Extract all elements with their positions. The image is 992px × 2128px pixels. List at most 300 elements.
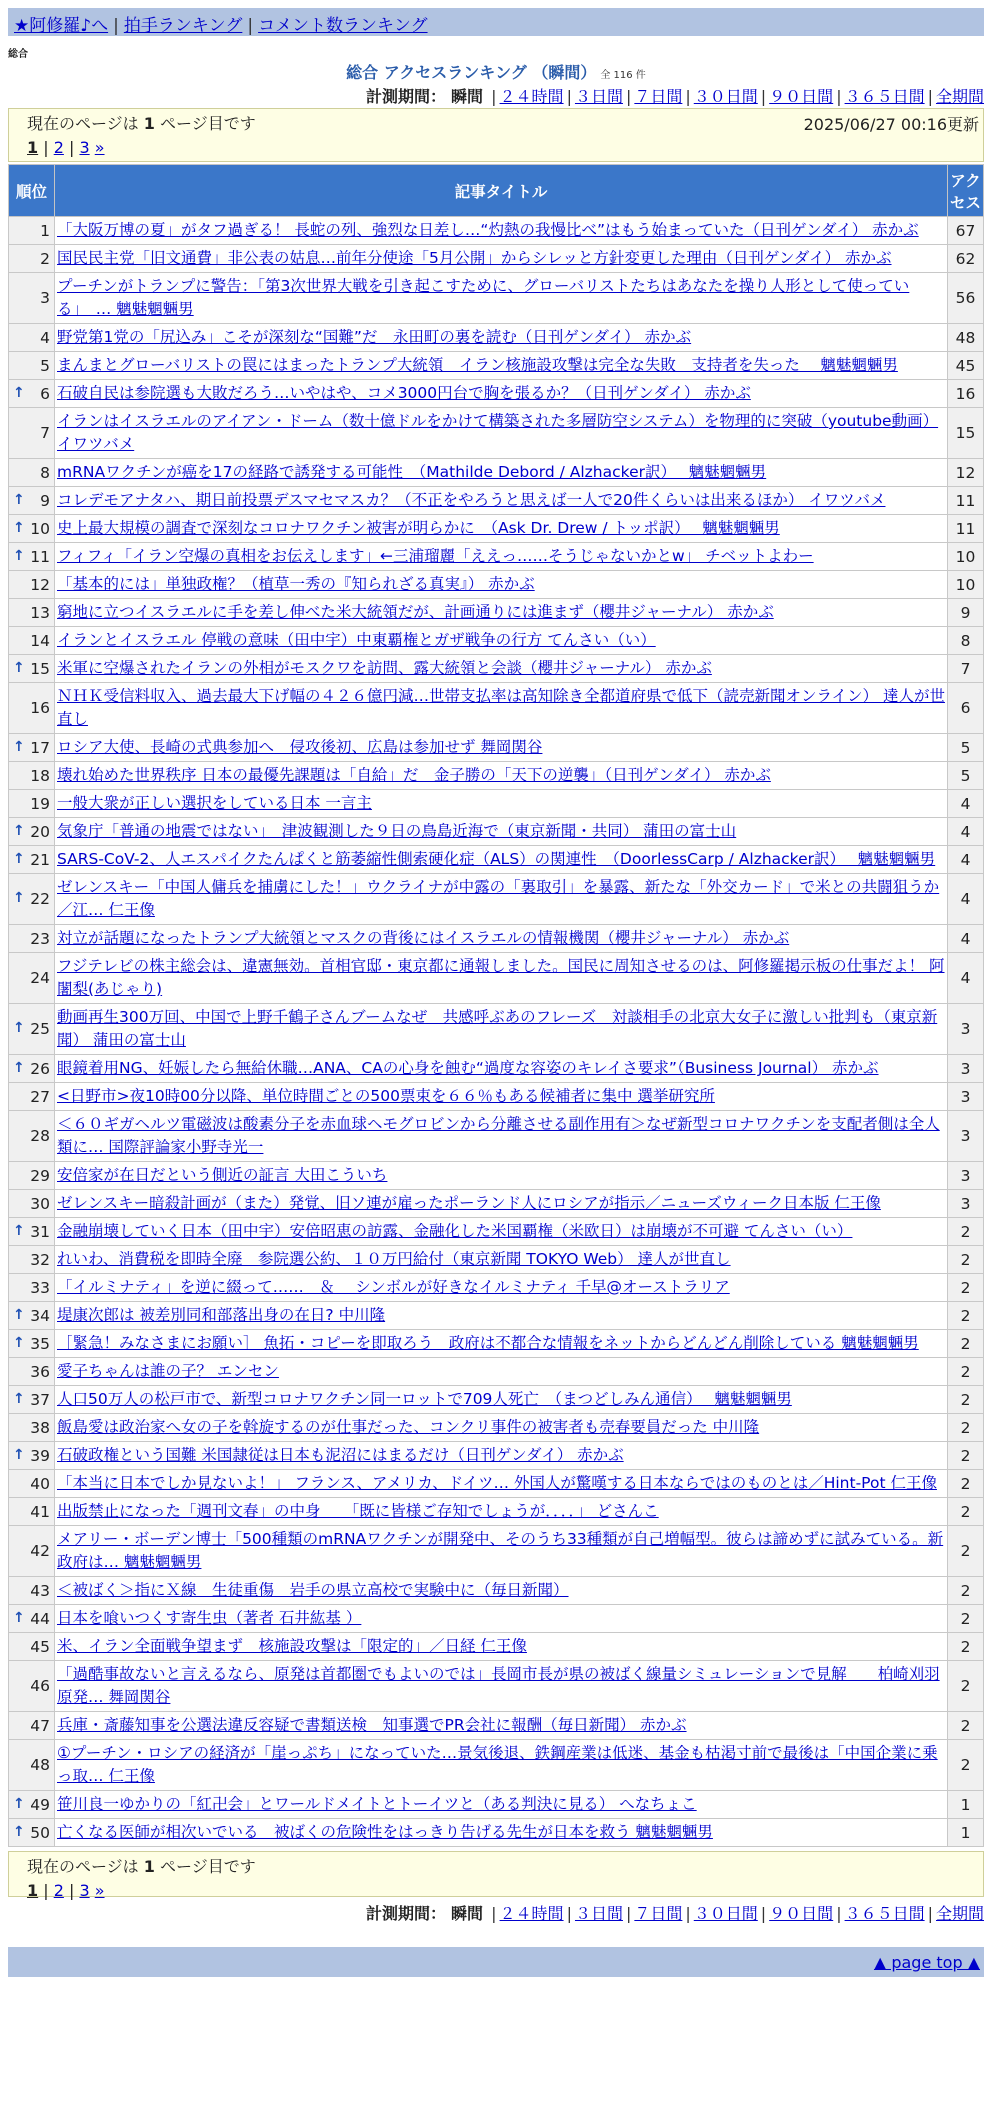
period-separator: |: [685, 87, 691, 106]
table-row: [9, 1274, 984, 1302]
article-link[interactable]: 米軍に空爆されたイランの外相がモスクワを訪問、露大統領と会談（櫻井ジャーナル） 赤かぶ: [57, 659, 712, 677]
title-cell: [55, 790, 948, 818]
rank-cell: [9, 273, 55, 324]
title-cell: [55, 1526, 948, 1577]
title-cell: [55, 1330, 948, 1358]
ranking-rows: [9, 217, 984, 1847]
table-row: [9, 1330, 984, 1358]
period-link[interactable]: ７日間: [634, 87, 683, 106]
table-row: [9, 217, 984, 245]
page-title: [0, 60, 992, 83]
table-row: [9, 352, 984, 380]
period-separator: |: [491, 87, 497, 106]
pagination-separator: |: [38, 1881, 54, 1900]
rank-number: 16: [30, 699, 50, 717]
home-link[interactable]: ★阿修羅♪へ: [14, 16, 109, 36]
page-title-text: 総合 アクセスランキング （瞬間）: [346, 63, 597, 82]
rank-cell: [9, 874, 55, 925]
table-row: [9, 925, 984, 953]
access-count: 2: [948, 1577, 984, 1605]
period-label: 計測期間：: [365, 1904, 446, 1923]
rank-number: 33: [30, 1278, 50, 1297]
title-cell: [55, 734, 948, 762]
article-link[interactable]: 金融崩壊していく日本（田中宇）安倍昭恵の訪露、金融化した米国覇権（米欧日）は崩壊が不可避 てんさい（い）: [57, 1222, 853, 1240]
rank-cell: [9, 1498, 55, 1526]
title-cell: [55, 818, 948, 846]
period-link[interactable]: 全期間: [935, 1904, 984, 1923]
table-row: [9, 1302, 984, 1330]
title-cell: [55, 324, 948, 352]
title-cell: [55, 1414, 948, 1442]
period-link[interactable]: ３０日間: [693, 1904, 758, 1923]
update-time: 2025/06/27 00:16更新: [803, 115, 979, 134]
rank-number: 44: [30, 1609, 50, 1628]
rank-number: 50: [30, 1823, 50, 1842]
rank-number: 43: [30, 1581, 50, 1600]
access-count: 11: [948, 487, 984, 515]
access-count: 1: [948, 1819, 984, 1847]
period-link[interactable]: ９０日間: [769, 1904, 834, 1923]
up-arrow-icon: ↑: [13, 1795, 25, 1812]
title-cell: [55, 1791, 948, 1819]
period-links: [488, 87, 984, 106]
title-cell: [55, 655, 948, 683]
article-link[interactable]: 石破政権という国難 米国隷従は日本も泥沼にはまるだけ（日刊ゲンダイ） 赤かぶ: [57, 1446, 624, 1464]
table-row: [9, 762, 984, 790]
pagination-page[interactable]: 3: [79, 1881, 90, 1900]
access-count: 4: [948, 818, 984, 846]
table-row: [9, 683, 984, 734]
table-row: [9, 380, 984, 408]
period-separator: |: [760, 1904, 767, 1923]
rank-number: 14: [30, 631, 50, 650]
article-link[interactable]: プーチンがトランプに警告：「第3次世界大戦を引き起こすために、グローバリストたちはあなたを操り人形として使っている」 … 魑魅魍魎男: [57, 277, 910, 318]
rank-cell: [9, 1162, 55, 1190]
table-row: [9, 1358, 984, 1386]
rank-cell: [9, 1819, 55, 1847]
access-count: 2: [948, 1633, 984, 1661]
pagination-page[interactable]: 2: [53, 138, 64, 157]
pagination-separator: |: [63, 1881, 80, 1900]
up-arrow-icon: ↑: [13, 519, 25, 536]
rank-number: 11: [30, 547, 50, 566]
title-cell: [55, 1302, 948, 1330]
article-link[interactable]: 人口50万人の松戸市で、新型コロナワクチン同一ロットで709人死亡 （まつどしみん通信） 魑魅魍魎男: [57, 1390, 792, 1408]
title-cell: [55, 487, 948, 515]
pagination-page[interactable]: 1: [27, 138, 39, 157]
article-link[interactable]: 愛子ちゃんは誰の子？ エンセン: [57, 1362, 279, 1380]
access-count: 45: [948, 352, 984, 380]
table-row: [9, 1218, 984, 1246]
article-link[interactable]: 野党第1党の「尻込み」こそが深刻な“国難”だ 永田町の裏を読む（日刊ゲンダイ） 赤かぶ: [57, 328, 692, 346]
access-count: 4: [948, 953, 984, 1004]
access-count: 16: [948, 380, 984, 408]
rank-cell: [9, 1004, 55, 1055]
rank-number: 8: [40, 463, 50, 482]
article-link[interactable]: 「イルミナティ」を逆に綴って…… ＆ シンボルが好きなイルミナティ 千早@オーストラリア: [57, 1278, 730, 1296]
article-link[interactable]: 眼鏡着用NG、妊娠したら無給休職…ANA、CAの心身を蝕む“過度な容姿のキレイさ要求”（Business Journal） 赤かぶ: [57, 1059, 879, 1077]
table-row: [9, 846, 984, 874]
rank-cell: [9, 352, 55, 380]
pagination-page[interactable]: 3: [79, 138, 90, 157]
rank-cell: [9, 1605, 55, 1633]
access-count: 2: [948, 1526, 984, 1577]
title-cell: [55, 599, 948, 627]
access-count: 2: [948, 1712, 984, 1740]
title-cell: [55, 1661, 948, 1712]
access-count: 3: [948, 1162, 984, 1190]
up-arrow-icon: ↑: [13, 1446, 25, 1463]
title-cell: [55, 1004, 948, 1055]
article-link[interactable]: まんまとグローバリストの罠にはまったトランプ大統領 イラン核施設攻撃は完全な失敗 支持者を失った 魑魅魍魎男: [57, 356, 898, 374]
table-row: [9, 734, 984, 762]
article-link[interactable]: 出版禁止になった「週刊文春」の中身 「既に皆様ご存知でしょうが．．．．」 どさんこ: [57, 1502, 659, 1520]
title-cell: [55, 762, 948, 790]
pagination-separator: |: [38, 138, 54, 157]
title-cell: [55, 217, 948, 245]
title-cell: [55, 1111, 948, 1162]
article-link[interactable]: イランはイスラエルのアイアン・ドーム（数十億ドルをかけて構築された多層防空システム）を物理的に突破（youtube動画） イワツバメ: [57, 412, 939, 453]
table-row: [9, 790, 984, 818]
rank-cell: [9, 1791, 55, 1819]
table-row: [9, 1470, 984, 1498]
period-link[interactable]: ３０日間: [693, 87, 758, 106]
rank-number: 19: [30, 794, 50, 813]
rank-cell: [9, 762, 55, 790]
table-row: [9, 1386, 984, 1414]
rank-cell: [9, 1633, 55, 1661]
rank-cell: [9, 1190, 55, 1218]
rank-cell: [9, 515, 55, 543]
period-separator: |: [625, 1904, 632, 1923]
article-link[interactable]: 兵庫・斎藤知事を公選法違反容疑で書類送検 知事選でPR会社に報酬（毎日新聞） 赤かぶ: [57, 1716, 687, 1734]
period-separator: |: [491, 1904, 497, 1923]
article-link[interactable]: ＮＨＫ受信料収入、過去最大下げ幅の４２６億円減…世帯支払率は高知除き全都道府県で低下（読売新聞オンライン） 達人が世直し: [57, 687, 945, 728]
rank-cell: [9, 1414, 55, 1442]
pagination-page[interactable]: 1: [27, 1881, 39, 1900]
access-count: 2: [948, 1386, 984, 1414]
period-label: 計測期間：: [365, 87, 446, 106]
rank-number: 39: [30, 1446, 50, 1465]
article-link[interactable]: 気象庁「普通の地震ではない」 津波観測した９日の鳥島近海で（東京新聞・共同） 蒲田の富士山: [57, 822, 737, 840]
rank-cell: [9, 1083, 55, 1111]
pagination: [27, 138, 965, 157]
article-link[interactable]: フジテレビの株主総会は、違憲無効。首相官邸・東京都に通報しました。国民に周知させるのは、阿修羅掲示板の仕事だよ！ 阿闍梨(あじゃり): [57, 957, 945, 998]
page-prefix: 現在のページは: [27, 114, 139, 133]
article-link[interactable]: 窮地に立つイスラエルに手を差し伸べた米大統領だが、計画通りには進まず（櫻井ジャーナル） 赤かぶ: [57, 603, 774, 621]
rank-number: 21: [30, 850, 50, 869]
rank-number: 34: [30, 1306, 50, 1325]
article-link[interactable]: 安倍家が在日だという側近の証言 大田こういち: [57, 1166, 388, 1184]
period-current: 瞬間: [451, 87, 484, 106]
table-row: [9, 953, 984, 1004]
table-row: [9, 1819, 984, 1847]
rank-number: 20: [30, 822, 50, 841]
rank-cell: [9, 1740, 55, 1791]
access-count: 2: [948, 1302, 984, 1330]
rank-number: 37: [30, 1390, 50, 1409]
rank-number: 45: [30, 1637, 50, 1656]
article-link[interactable]: ＜被ばく＞指にＸ線 生徒重傷 岩手の県立高校で実験中に（毎日新聞）: [57, 1581, 569, 1599]
pagination: [27, 1881, 965, 1900]
period-separator: |: [927, 1904, 933, 1923]
access-count: 11: [948, 515, 984, 543]
rank-number: 18: [30, 766, 50, 785]
up-arrow-icon: ↑: [13, 547, 25, 564]
table-row: [9, 571, 984, 599]
article-link[interactable]: 笹川良一ゆかりの「紅卍会」とワールドメイトとトーイツと（ある判決に見る） へなちょこ: [57, 1795, 697, 1813]
rank-cell: [9, 487, 55, 515]
up-arrow-icon: ↑: [13, 738, 25, 755]
up-arrow-icon: ↑: [13, 850, 25, 867]
page-suffix: ページ目です: [160, 1857, 256, 1876]
article-link[interactable]: 「基本的には」単独政権？（植草一秀の『知られざる真実』） 赤かぶ: [57, 575, 535, 593]
period-link[interactable]: ２４時間: [499, 87, 564, 106]
article-link[interactable]: ゼレンスキー「中国人傭兵を捕虜にした！」ウクライナが中露の「裏取引」を暴露、新たな「外交カード」で米との共闘狙うか／江… 仁王像: [57, 878, 940, 919]
article-link[interactable]: 「過酷事故ないと言えるなら、原発は首都圏でもよいのでは」長岡市長が県の被ばく線量シミュレーションで見解 柏崎刈羽原発… 舞岡関谷: [57, 1665, 940, 1706]
access-count: 9: [948, 599, 984, 627]
up-arrow-icon: ↑: [13, 1020, 25, 1036]
article-link[interactable]: 石破自民は参院選も大敗だろう…いやはや、コメ3000円台で胸を張るか？（日刊ゲンダイ） 赤かぶ: [57, 384, 751, 402]
article-link[interactable]: 史上最大規模の調査で深刻なコロナワクチン被害が明らかに （Ask Dr. Drew / トッポ訳） 魑魅魍魎男: [57, 519, 780, 537]
rank-number: 26: [30, 1059, 50, 1078]
rank-number: 32: [30, 1250, 50, 1269]
article-link[interactable]: ①プーチン・ロシアの経済が「崖っぷち」になっていた…景気後退、鉄鋼産業は低迷、基金も枯渇寸前で最後は「中国企業に乗っ取… 仁王像: [57, 1744, 938, 1785]
title-cell: [55, 1246, 948, 1274]
title-cell: [55, 380, 948, 408]
period-separator: |: [927, 87, 933, 106]
rank-cell: [9, 1712, 55, 1740]
table-row: [9, 599, 984, 627]
ranking-table: [8, 164, 984, 1847]
rank-number: 7: [40, 424, 50, 442]
title-cell: [55, 1083, 948, 1111]
period-separator: |: [836, 87, 842, 106]
rank-cell: [9, 846, 55, 874]
title-cell: [55, 1190, 948, 1218]
access-count: 2: [948, 1414, 984, 1442]
title-cell: [55, 1712, 948, 1740]
article-link[interactable]: 「本当に日本でしか見ないよ！」 フランス、アメリカ、ドイツ… 外国人が驚嘆する日本ならではのものとは／Hint-Pot 仁王像: [57, 1474, 937, 1492]
title-cell: [55, 273, 948, 324]
rank-number: 1: [40, 221, 50, 240]
article-link[interactable]: 動画再生300万回、中国で上野千鶴子さんブームなぜ 共感呼ぶあのフレーズ 対談相手の北京大女子に激しい批判も（東京新聞） 蒲田の富士山: [57, 1008, 938, 1049]
table-row: [9, 1577, 984, 1605]
table-row: [9, 1791, 984, 1819]
table-row: [9, 1633, 984, 1661]
article-link[interactable]: ロシア大使、長崎の式典参加へ 侵攻後初、広島は参加せず 舞岡関谷: [57, 738, 543, 756]
rank-number: 10: [30, 519, 50, 538]
period-link[interactable]: ３６５日間: [844, 1904, 925, 1923]
article-link[interactable]: ゼレンスキー暗殺計画が（また）発覚、旧ソ連が雇ったポーランド人にロシアが指示／ニューズウィーク日本版 仁王像: [57, 1194, 881, 1212]
page-top-link[interactable]: ▲ page top ▲: [873, 1953, 980, 1972]
rank-number: 41: [30, 1502, 50, 1521]
table-row: [9, 655, 984, 683]
title-cell: [55, 352, 948, 380]
page-top-bar: [8, 1947, 984, 1977]
page-number: 1: [143, 1857, 155, 1876]
up-arrow-icon: ↑: [13, 890, 25, 906]
rank-cell: [9, 655, 55, 683]
article-link[interactable]: ［緊急！みなさまにお願い］ 魚拓・コピーを即取ろう 政府は不都合な情報をネットからどんどん削除している 魑魅魍魎男: [57, 1334, 919, 1352]
title-cell: [55, 874, 948, 925]
article-link[interactable]: <日野市>夜10時00分以降、単位時間ごとの500票束を６６％もある候補者に集中 選挙研究所: [57, 1087, 715, 1105]
title-cell: [55, 571, 948, 599]
access-count: 2: [948, 1358, 984, 1386]
table-row: [9, 1740, 984, 1791]
rank-number: 29: [30, 1166, 50, 1185]
up-arrow-icon: ↑: [13, 1334, 25, 1351]
table-row: [9, 1414, 984, 1442]
rank-cell: [9, 380, 55, 408]
rank-number: 15: [30, 659, 50, 678]
article-link[interactable]: 対立が話題になったトランプ大統領とマスクの背後にはイスラエルの情報機関（櫻井ジャーナル） 赤かぶ: [57, 929, 790, 947]
rank-cell: [9, 627, 55, 655]
col-access: アクセス: [948, 165, 984, 217]
article-link[interactable]: 米、イラン全面戦争望まず 核施設攻撃は「限定的」／日経 仁王像: [57, 1637, 527, 1655]
pagination-separator: |: [63, 138, 80, 157]
page-info-bottom: [8, 1851, 984, 1900]
rank-cell: [9, 683, 55, 734]
table-row: [9, 874, 984, 925]
access-count: 2: [948, 1498, 984, 1526]
table-row: [9, 1111, 984, 1162]
article-link[interactable]: 飯島愛は政治家へ女の子を斡旋するのが仕事だった、コンクリ事件の被害者も売春要員だった 中川隆: [57, 1418, 760, 1436]
period-link[interactable]: ３６５日間: [844, 87, 925, 106]
article-link[interactable]: 一般大衆が正しい選択をしている日本 一言主: [57, 794, 372, 812]
access-count: 3: [948, 1111, 984, 1162]
period-link[interactable]: ３日間: [574, 1904, 623, 1923]
period-link[interactable]: ２４時間: [499, 1904, 564, 1923]
title-cell: [55, 1055, 948, 1083]
title-cell: [55, 1218, 948, 1246]
table-row: [9, 543, 984, 571]
page-suffix: ページ目です: [160, 114, 256, 133]
pagination-next[interactable]: »: [94, 138, 105, 157]
access-count: 2: [948, 1246, 984, 1274]
rank-cell: [9, 599, 55, 627]
access-count: 6: [948, 683, 984, 734]
access-count: 2: [948, 1274, 984, 1302]
col-rank: 順位: [9, 165, 55, 217]
up-arrow-icon: ↑: [13, 1306, 25, 1323]
access-count: 5: [948, 762, 984, 790]
article-link[interactable]: 「大阪万博の夏」がタフ過ぎる！ 長蛇の列、強烈な日差し…“灼熱の我慢比べ”はもう始まっていた（日刊ゲンダイ） 赤かぶ: [57, 221, 919, 239]
article-link[interactable]: フィフィ「イラン空爆の真相をお伝えします」←三浦瑠麗「ええっ……そうじゃないかとw」 チベットよわー: [57, 547, 814, 565]
nav-separator: |: [113, 16, 119, 36]
applause-ranking-link[interactable]: 拍手ランキング: [123, 16, 243, 36]
rank-number: 46: [30, 1677, 50, 1695]
table-row: [9, 1526, 984, 1577]
rank-number: 6: [40, 384, 50, 403]
rank-number: 28: [30, 1127, 50, 1145]
access-count: 48: [948, 324, 984, 352]
article-link[interactable]: コレデモアナタハ、期日前投票デスマセマスカ？（不正をやろうと思えば一人で20件くらいは出来るほか） イワツバメ: [57, 491, 886, 509]
title-cell: [55, 1819, 948, 1847]
table-row: [9, 245, 984, 273]
access-count: 10: [948, 543, 984, 571]
rank-number: 36: [30, 1362, 50, 1381]
rank-number: 35: [30, 1334, 50, 1353]
article-link[interactable]: mRNAワクチンが癌を17の経路で誘発する可能性 （Mathilde Debord / Alzhacker訳） 魑魅魍魎男: [57, 463, 767, 481]
table-row: [9, 459, 984, 487]
title-cell: [55, 1498, 948, 1526]
rank-cell: [9, 1386, 55, 1414]
table-row: [9, 487, 984, 515]
title-cell: [55, 953, 948, 1004]
period-link[interactable]: ３日間: [574, 87, 623, 106]
up-arrow-icon: ↑: [13, 1609, 25, 1626]
period-link[interactable]: ７日間: [634, 1904, 683, 1923]
access-count: 2: [948, 1442, 984, 1470]
period-link[interactable]: ９０日間: [769, 87, 834, 106]
article-link[interactable]: メアリー・ボーデン博士「500種類のmRNAワクチンが開発中、そのうち33種類が自己増幅型。彼らは諦めずに試みている。新政府は… 魑魅魍魎男: [57, 1530, 944, 1571]
table-row: [9, 1605, 984, 1633]
access-count: 2: [948, 1661, 984, 1712]
rank-number: 48: [30, 1756, 50, 1774]
table-row: [9, 1442, 984, 1470]
rank-number: 22: [30, 890, 50, 908]
rank-cell: [9, 1577, 55, 1605]
title-cell: [55, 543, 948, 571]
title-cell: [55, 459, 948, 487]
rank-number: 24: [30, 969, 50, 987]
article-link[interactable]: 壊れ始めた世界秩序 日本の最優先課題は「自給」だ 金子勝の「天下の逆襲」（日刊ゲンダイ） 赤かぶ: [57, 766, 771, 784]
pagination-next[interactable]: »: [94, 1881, 105, 1900]
comment-ranking-link[interactable]: コメント数ランキング: [258, 16, 428, 36]
table-header: [9, 165, 984, 217]
access-count: 10: [948, 571, 984, 599]
rank-cell: [9, 1302, 55, 1330]
table-row: [9, 1004, 984, 1055]
article-link[interactable]: ＜６０ギガヘルツ電磁波は酸素分子を赤血球ヘモグロビンから分離させる副作用有＞なぜ新型コロナワクチンを支配者側は全人類に… 国際評論家小野寺光一: [57, 1115, 940, 1156]
article-link[interactable]: 国民民主党「旧文通費」非公表の姑息…前年分使途「5月公開」からシレッと方針変更した理由（日刊ゲンダイ） 赤かぶ: [57, 249, 892, 267]
article-link[interactable]: 日本を喰いつくす寄生虫（著者 石井紘基 ）: [57, 1609, 362, 1627]
title-cell: [55, 683, 948, 734]
title-cell: [55, 1740, 948, 1791]
period-separator: |: [566, 87, 572, 106]
article-link[interactable]: 堤康次郎は 被差別同和部落出身の在日? 中川隆: [57, 1306, 386, 1324]
access-count: 2: [948, 1605, 984, 1633]
up-arrow-icon: ↑: [13, 1059, 25, 1076]
up-arrow-icon: ↑: [13, 1222, 25, 1239]
rank-cell: [9, 1470, 55, 1498]
period-link[interactable]: 全期間: [935, 87, 984, 106]
table-row: [9, 324, 984, 352]
rank-cell: [9, 1661, 55, 1712]
access-count: 4: [948, 925, 984, 953]
table-row: [9, 627, 984, 655]
rank-cell: [9, 1358, 55, 1386]
table-row: [9, 1055, 984, 1083]
pagination-page[interactable]: 2: [53, 1881, 64, 1900]
table-row: [9, 818, 984, 846]
rank-number: 40: [30, 1474, 50, 1493]
access-count: 8: [948, 627, 984, 655]
access-count: 5: [948, 734, 984, 762]
article-link[interactable]: イランとイスラエル 停戦の意味（田中宇）中東覇権とガザ戦争の行方 てんさい（い）: [57, 631, 656, 649]
table-row: [9, 1498, 984, 1526]
rank-cell: [9, 734, 55, 762]
up-arrow-icon: ↑: [13, 1390, 25, 1407]
article-link[interactable]: SARS-CoV-2、人エスパイクたんぱくと筋萎縮性側索硬化症（ALS）の関連性 （DoorlessCarp / Alzhacker訳） 魑魅魍魎男: [57, 850, 936, 868]
rank-number: 13: [30, 603, 50, 622]
rank-number: 3: [40, 289, 50, 307]
article-link[interactable]: れいわ、消費税を即時全廃 参院選公約、１０万円給付（東京新聞 TOKYO Web） 達人が世直し: [57, 1250, 731, 1268]
title-cell: [55, 1442, 948, 1470]
article-link[interactable]: 亡くなる医師が相次いでいる 被ばくの危険性をはっきり告げる先生が日本を救う 魑魅魍魎男: [57, 1823, 713, 1841]
access-count: 67: [948, 217, 984, 245]
